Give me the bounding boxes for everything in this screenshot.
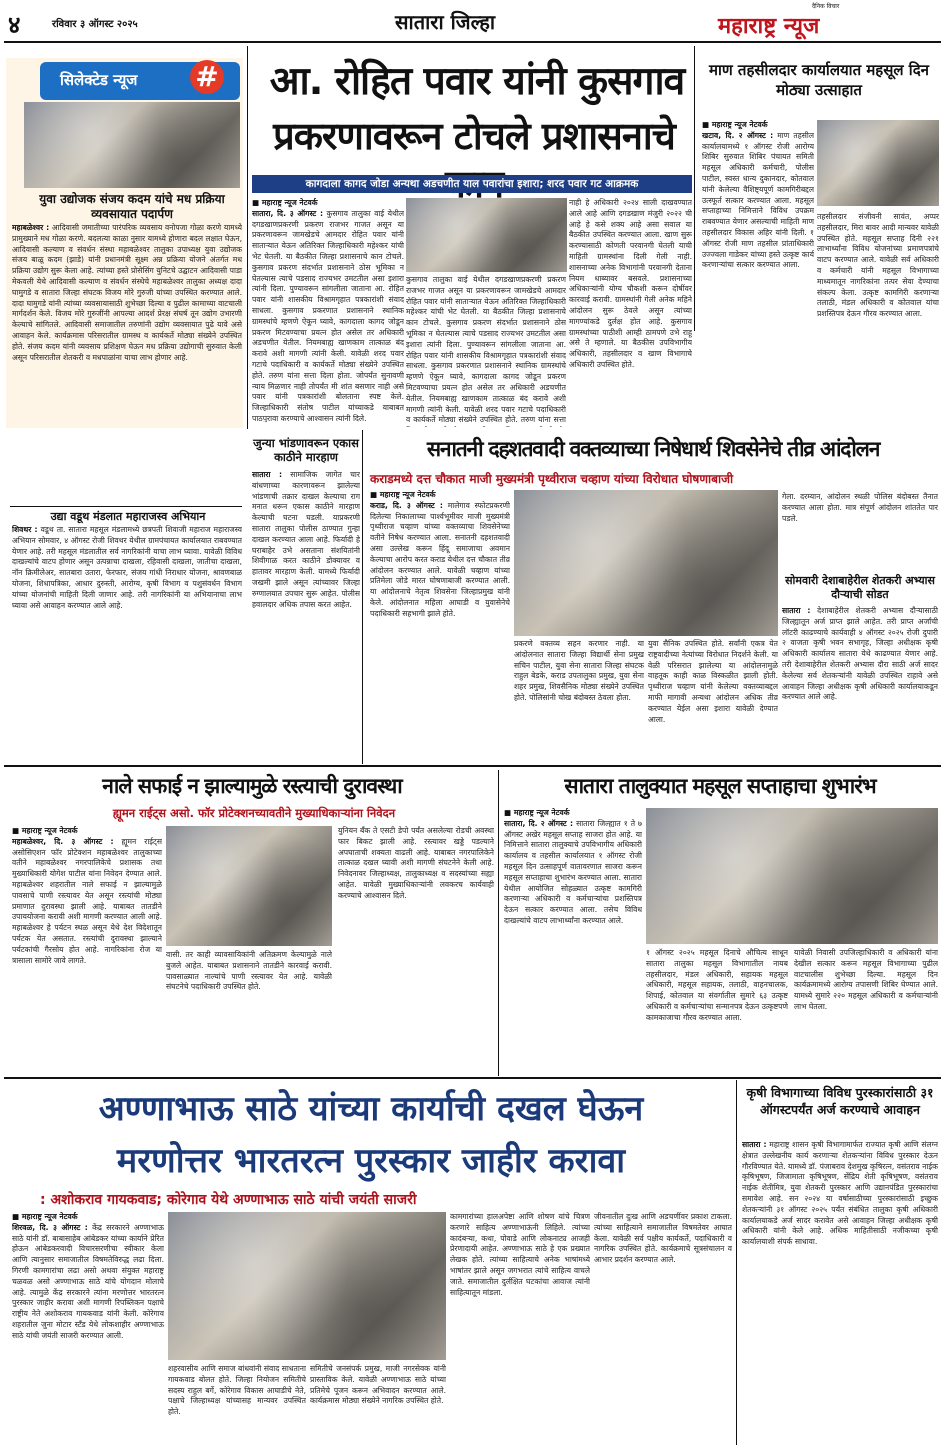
- lead-photo: [406, 198, 567, 272]
- mahsul-body-2: १ ऑगस्ट २०२५ महसूल दिनाचे औचित्य साधून सातारा तालुका महसूल विभागातील नायब तहसीलदार, मंडल अधिकारी, सहायक महसूल अधिकारी, महसूल सहायक, तलाठी, वाहनचालक, शिपाई, कोतवाल या संवर्गातील सुमारे ६३ उत्कृष्ट अधिकारी व कर्मचाऱ्यांचा सन्मानपत्र देऊन उत्कृष्टपणे कामकाजाचा गौरव करण्यात आला.: [646, 948, 788, 1022]
- annabhau-subhead: : अशोकराव गायकवाड; कोरेगाव येथे अण्णाभाऊ साठे यांची जयंती साजरी: [40, 1192, 417, 1208]
- hash-icon: #: [190, 60, 224, 94]
- section-rule: [4, 1077, 941, 1079]
- rule: [10, 506, 242, 507]
- nale-title: नाले सफाई न झाल्यामुळे रस्त्याची दुरावस्था: [102, 774, 402, 798]
- lead-subhead: कागदाला कागद जोडा अन्यथा अडचणीत याल पवारांचा इशारा; शरद पवार गट आक्रमक: [252, 175, 692, 193]
- selected-body-2: शिवथर : वडूथ ता. सातारा महसूल मंडलामध्ये छत्रपती शिवाजी महाराज महाराजस्व अभियान सोमवार, ४ ऑगस्ट रोजी शिवथर येथील ग्रामपंचायत कार्यालयात राबवण्यात येणार आहे. तरी महसूल मंडलातील सर्व नागरिकांनी याचा लाभ घ्यावा. यावेळी विविध दाखल्यांचे वाटप होणार असून उत्पन्नाचा दाखला, रहिवासी दाखला, जातीचा दाखला, नॉन क्रिमीलेअर, सातबारा उतारा, फेरफार, संजय गांधी निराधार योजना, श्रावणबाळ योजना, शिधापत्रिका, आधार दुरुस्ती, आरोग्य, कृषी विभाग व पशुसंवर्धन विभाग यांच्या योजनांची माहिती दिली जाणार आहे. तरी नागरिकांनी या अभियानाचा लाभ घ्यावा असे आवाहन करण्यात आले आहे.: [12, 525, 242, 610]
- section-rule: [4, 765, 941, 767]
- tahsil-body: ■ महाराष्ट्र न्यूज नेटवर्क खटाव, दि. २ ऑगस्ट : माण तहसील कार्यालयामध्ये १ ऑगस्ट रोजी आरोग्य शिबिर सुरुवात शिबिर पंचायत समिती महसूल अधिकारी कर्मचारी, पोलीस पाटील, स्वस्त धान्य दुकानदार, कोतवाल यांनी केलेल्या वैशिष्ट्यपूर्ण कामगिरीबद्दल उत्स्फूर्त सत्कार करण्यात आला. महसूल सप्ताहाच्या निमित्ताने विविध उपक्रम राबवण्यात येणार असल्याची माहिती माण तहसीलदार विकास अहिर यांनी दिली. १ ऑगस्ट रोजी माण तहसील प्रांताधिकारी उज्ज्वला गाडेकर यांच्या हस्ते उत्कृष्ट कार्य करणाऱ्यांचा सत्कार करण्यात आला.: [702, 120, 814, 270]
- col-rule: [498, 770, 499, 1076]
- somvari-title: सोमवारी देशाबाहेरील शेतकरी अभ्यास दौऱ्याची सोडत: [785, 574, 935, 601]
- nale-body: ■ महाराष्ट्र न्यूज नेटवर्क महाबळेश्वर, दि. ३ ऑगस्ट : ह्यूमन राईट्स असोसिएशन फॉर प्रोटेक्शन महाबळेश्वर तालुकाच्या वतीने महाबळेश्वर नगरपालिकेचे प्रशासक तथा मुख्याधिकारी योगेश पाटील यांना निवेदन देण्यात आले. महाबळेश्वर शहरातील नाले सफाई न झाल्यामुळे पावसाचे पाणी रस्त्यावर येत असून रस्त्यांची मोठ्या प्रमाणात दुरावस्था झाली आहे. याबाबत तातडीने उपाययोजना करावी अशी मागणी करण्यात आली आहे. महाबळेश्वर हे पर्यटन स्थळ असून येथे देश विदेशातून पर्यटक येत असतात. रस्त्यांची दुरावस्था झाल्याने पर्यटकांची गैरसोय होत आहे. नागरिकांना रोज या त्रासाला सामोरे जावे लागते.: [12, 826, 162, 965]
- annabhau-title-line2: मरणोत्तर भारतरत्न पुरस्कार जाहीर करावा: [116, 1141, 626, 1181]
- selected-title: युवा उद्योजक संजय कदम यांचे मध प्रक्रिया व्यवसायात पदार्पण: [39, 192, 225, 221]
- mahsul-body-3: यावेळी निवासी उपजिल्हाधिकारी व अधिकारी यांना देखील सत्कार करून महसूल विभागाच्या पुढील वाटचालीस शुभेच्छा दिल्या. महसूल दिन कार्यक्रमामध्ये आरोग्य तपासणी शिबिर घेण्यात आले. यामध्ये सुमारे २२० महसूल अधिकारी व कर्मचाऱ्यांनी लाभ घेतला.: [794, 948, 938, 1011]
- tahsil-title: माण तहसीलदार कार्यालयात महसूल दिन मोठ्या उत्साहात: [708, 61, 929, 99]
- shivsena-subhead: कराडमध्ये दत्त चौकात माजी मुख्यमंत्री पृथ्वीराज चव्हाण यांच्या विरोधात घोषणाबाजी: [370, 472, 734, 486]
- shivsena-title: सनातनी दहशतवादी वक्तव्याच्या निषेधार्थ शिवसेनेचे तीव्र आंदोलन: [426, 437, 880, 461]
- paper-tag: दैनिक विचार: [812, 3, 840, 10]
- annabhau-title-line1: अण्णाभाऊ साठे यांच्या कार्याची दखल घेऊन: [98, 1089, 644, 1129]
- lead-title-line2: प्रकरणावरून टोचले प्रशासनाचे: [273, 114, 675, 158]
- nale-subhead: ह्यूमन राईट्स असो. फॉर प्रोटेक्शनच्यावतीने मुख्याधिकाऱ्यांना निवेदन: [112, 806, 396, 820]
- col-rule: [247, 46, 248, 429]
- krushi-title: कृषी विभागाच्या विविध पुरस्कारांसाठी ३१ ऑगस्टपर्यंत अर्ज करण्याचे आवाहन: [746, 1085, 934, 1117]
- selected-banner-label: सिलेक्टेड न्यूज: [60, 71, 138, 89]
- lead-body: ■ महाराष्ट्र न्यूज नेटवर्क सातारा, दि. ३ ऑगस्ट : कुसगाव तालुका वाई येथील दगडखाणप्रकरणी प्रकरण राजभर गाजत असून या प्रकरणावरून जामखेडचे आमदार रोहित पवार यांनी साताऱ्यात येऊन अतिरिक्त जिल्हाधिकारी महेश्कर यांची भेट घेतली. या बैठकीत जिल्हा प्रशासनाचे कान टोचले. कुसगाव प्रकरण संदर्भात प्रशासनाने ठोस भूमिका न घेतल्यास त्याचे पडसाद राज्यभर उमटतील असा इशारा त्यांनी दिला. पुण्यावरून सांगलीला जाताना आ. रोहित पवार यांनी शासकीय विश्रामगृहात पत्रकारांशी संवाद साधला. कुसगाव प्रकरणात प्रशासनाने स्थानिक ग्रामस्थांचे म्हणणे ऐकून घ्यावे, कागदाला कागद जोडून प्रकरण मिटवण्याचा प्रयत्न होत असेल तर अधिकारी अडचणीत येतील. नियमबाह्य खाणकाम तात्काळ बंद करावे अशी मागणी त्यांनी केली. यावेळी शरद पवार गटाचे पदाधिकारी व कार्यकर्ते मोठ्या संख्येने उपस्थित होते. तरुण यांना सत्ता दिला होता. जोपर्यंत सुनावणी न्याय मिळणार नाही तोपर्यंत मी शांत बसणार नाही असे पवार यांनी पत्रकारांशी बोलताना स्पष्ट केले. जिल्हाधिकारी संतोष पाटील यांच्याकडे याबाबत पाठपुरावा करण्याचे आश्वासन त्यांनी दिले.: [252, 198, 404, 422]
- header-rule: [4, 41, 941, 43]
- nale-body-2: वासी. तर काही व्यावसायिकांनी अतिक्रमण केल्यामुळे नाले बुजले आहेत. याबाबत प्रशासनाने तातडीने कारवाई करावी. पावसाळ्यात नाल्यांचे पाणी रस्त्यावर येत आहे. यावेळी संघटनेचे पदाधिकारी उपस्थित होते.: [166, 950, 332, 992]
- shivsena-photo: [514, 490, 778, 636]
- mahsul-body: ■ महाराष्ट्र न्यूज नेटवर्क सातारा, दि. २ ऑगस्ट : सातारा जिल्ह्यात १ ते ७ ऑगस्ट अखेर महसूल सप्ताह साजरा होत आहे. या निमित्ताने सातारा तालुक्याचे उपविभागीय अधिकारी कार्यालय व तहसील कार्यालयात १ ऑगस्ट रोजी महसूल दिन उत्साहपूर्ण वातावरणात साजरा करून महसूल सप्ताहाचा शुभारंभ करण्यात आला. सातारा येथील आयोजित सोहळ्यात उत्कृष्ट कामगिरी करणाऱ्या अधिकारी व कर्मचाऱ्यांचा प्रशस्तिपत्र देऊन सत्कार करण्यात आला. तसेच विविध दाखल्यांचे वाटप लाभार्थ्यांना करण्यात आले.: [504, 808, 642, 925]
- col-rule: [736, 1080, 737, 1445]
- selected-photo: [24, 102, 240, 188]
- section-title: सातारा जिल्हा: [395, 10, 496, 34]
- lead-body-cont: कुसगाव तालुका वाई येथील दगडखाणप्रकरणी प्रकरण राजभर गाजत असून या प्रकरणावरून जामखेडचे आमदार रोहित पवार यांनी साताऱ्यात येऊन अतिरिक्त जिल्हाधिकारी महेश्कर यांची भेट घेतली. या बैठकीत जिल्हा प्रशासनाचे कान टोचले. कुसगाव प्रकरण संदर्भात प्रशासनाने ठोस भूमिका न घेतल्यास त्याचे पडसाद राज्यभर उमटतील असा इशारा त्यांनी दिला. पुण्यावरून सांगलीला जाताना आ. रोहित पवार यांनी शासकीय विश्रामगृहात पत्रकारांशी संवाद साधला. कुसगाव प्रकरणात प्रशासनाने स्थानिक ग्रामस्थांचे म्हणणे ऐकून घ्यावे, कागदाला कागद जोडून प्रकरण मिटवण्याचा प्रयत्न होत असेल तर अधिकारी अडचणीत येतील. नियमबाह्य खाणकाम तात्काळ बंद करावे अशी मागणी त्यांनी केली. यावेळी शरद पवार गटाचे पदाधिकारी व कार्यकर्ते मोठ्या संख्येने उपस्थित होते. तरुण यांना सत्ता: [406, 275, 566, 425]
- tahsil-photo: [817, 120, 939, 206]
- shivsena-body-2: प्रकरणे वक्तव्य सहन करणार नाही. या आंदोलनात सातारा जिल्हा विद्यार्थी सेना प्रमुख सचिन पाटील, युवा सेना सातारा जिल्हा संघटक राहुल बेडके, कराड उपतालुका प्रमुख, युवा सेना शहर प्रमुख, शिवसैनिक मोठ्या संख्येने उपस्थित होते. पोलिसांनी चोख बंदोबस्त ठेवला होता.: [514, 639, 644, 702]
- annabhau-body-3: समितीचे जनसंपर्क प्रमुख, माजी नगरसेवक यांनी प्रास्ताविक केले. यावेळी अण्णाभाऊ साठे यांच्या प्रतिमेचे पूजन करून अभिवादन करण्यात आले. कार्यक्रमास मोठ्या संख्येने नागरिक उपस्थित होते.: [310, 1364, 446, 1406]
- annabhau-body: ■ महाराष्ट्र न्यूज नेटवर्क शिरवळ, दि. ३ ऑगस्ट : केंद्र सरकारने अण्णाभाऊ साठे यांनी डॉ. बाबासाहेब आंबेडकर यांच्या कार्याने प्रेरित होऊन आंबेडकरवादी विचारसरणीचा स्वीकार केला आणि त्यानुसार समाजातील विषमतेविरुद्ध लढा दिला. गिरणी कामगारांचा लढा असो अथवा संयुक्त महाराष्ट्र चळवळ असो अण्णाभाऊ साठे यांचे योगदान मोलाचे आहे. त्यामुळे केंद्र सरकारने त्यांना मरणोत्तर भारतरत्न पुरस्कार जाहीर करावा अशी मागणी रिपब्लिकन पक्षाचे राष्ट्रीय नेते अशोकराव गायकवाड यांनी केली. कोरेगाव शहरातील जुना मोटार स्टँड येथे लोकशाहीर अण्णाभाऊ साठे यांची जयंती साजरी करण्यात आली.: [12, 1212, 164, 1340]
- selected-title-2: उद्या वडूथ मंडलात महाराजस्व अभियान: [50, 510, 206, 523]
- mahsul-title: सातारा तालुक्यात महसूल सप्ताहाचा शुभारंभ: [564, 774, 876, 798]
- somvari-body: सातारा : देशाबाहेरील शेतकरी अभ्यास दौऱ्यासाठी जिल्ह्यातून अर्ज प्राप्त झाले आहेत. तरी प्राप्त अर्जांची लॉटरी काढण्याचे कार्यवाही ४ ऑगस्ट २०२५ रोजी दुपारी २ वाजता कृषी भवन सभागृह, जिल्हा अधीक्षक कृषी अधिकारी कार्यालय सातारा येथे काढण्यात येणार आहे. तरी देशाबाहेरील शेतकरी अभ्यास दौरा साठी अर्ज सादर केलेल्या सर्व शेतकऱ्यांनी यावेळी उपस्थित राहावे असे आवाहन जिल्हा अधीक्षक कृषी अधिकारी कार्यालयाकडून करण्यात आले आहे.: [782, 606, 938, 702]
- issue-date: रविवार ३ ऑगस्ट २०२५: [52, 19, 138, 30]
- annabhau-body-2: शहरवासीय आणि समाज बांधवांनी संवाद साधताना गायकवाड बोलत होते. जिल्हा नियोजन समितीचे सदस्य राहुल बर्गे, कोरेगाव विकास आघाडीचे नेते, पक्षाचे जिल्हाध्यक्ष यांच्यासह मान्यवर उपस्थित होते.: [168, 1364, 306, 1417]
- shivsena-body: ■ महाराष्ट्र न्यूज नेटवर्क कराड, दि. ३ ऑगस्ट : मालेगाव स्फोटप्रकरणी दिलेल्या निकालाच्या पार्श्वभूमीवर माजी मुख्यमंत्री पृथ्वीराज चव्हाण यांच्या वक्तव्याचा शिवसेनेच्या वतीने निषेध करण्यात आला. सनातनी दहशतवादी असा उल्लेख करून हिंदू समाजाचा अवमान केल्याचा आरोप करत कराड येथील दत्त चौकात तीव्र आंदोलन करण्यात आले. यावेळी चव्हाण यांच्या प्रतिमेला जोडे मारत घोषणाबाजी करण्यात आली. या आंदोलनाचे नेतृत्व शिवसेना जिल्हाप्रमुख यांनी केले. आंदोलनात महिला आघाडी व युवासेनेचे पदाधिकारी सहभागी झाले होते.: [370, 490, 510, 618]
- page-number: ४: [8, 11, 21, 39]
- selected-body: महाबळेश्वर : आदिवासी जमातीच्या पारंपरिक व्यवसाय वनोपजा गोळा करणे यामध्ये प्रामुख्याने मध गोळा करणे. बदलत्या काळा नुसार यामध्ये होणारा बदल लक्षात घेऊन, आदिवासी कल्याण व संवर्धन संस्था महाबळेश्वर तालुका उपाध्यक्ष युवा उद्योजक संजय बाळू कदम (झाडे) यांनी प्रधानमंत्री सूक्ष्म अन्न प्रक्रिया योजने अंतर्गत मध प्रक्रिया उद्योग सुरू केला आहे. त्यांच्या हस्ते प्रोसेसिंग युनिटचे उद्घाटन आदिवासी पाडा मेकवली येथे आदिवासी कल्याण व संवर्धन संस्थेचे महाबळेश्वर तालुका अध्यक्ष दादा घामुगडे व सातारा जिल्हा संघटक विजय मोरे गुरुजी यांच्या उपस्थित करण्यात आले. दादा घामुगडे यांनी त्यांच्या व्यवसायासाठी शुभेच्छा दिल्या व पुढील कामाच्या वाटचाली मार्गदर्शन केले. विजय मोरे गुरुजींनी आपल्या आदर्श प्रेरक्ष संघर्ष तून उद्योग उभारणी केल्याचे सांगितले. आदिवासी समाजातील तरुणांनी उद्योग व्यवसायात पुढे यावे असे आवाहन केले. कार्यक्रमास परिसरातील ग्रामस्थ व कार्यकर्ते मोठ्या संख्येने उपस्थित होते. संजय कदम यांनी व्यवसाय प्रशिक्षण घेऊन मध प्रक्रिया उद्योगाची सुरुवात केली असून परिसरातील शेतकरी व मधपाळांना याचा लाभ होणार आहे.: [12, 223, 242, 362]
- annabhau-body-5: जीवनातील दुःख आणि अडचणींवर प्रकाश टाकला. त्यांच्या साहित्याने समाजातील विषमतेवर आघात केला. यावेळी सर्व पक्षीय कार्यकर्ते, पदाधिकारी व नागरिक उपस्थित होते. कार्यक्रमाचे सूत्रसंचालन व आभार प्रदर्शन करण्यात आले.: [594, 1212, 732, 1265]
- col-rule: [362, 430, 363, 764]
- shivsena-body-3: युवा सैनिक उपस्थित होते. सर्वांनी एकत्र येत राष्ट्रवादीच्या नेत्यांच्या विरोधात निदर्शने केली. या वेळी परिसरात झालेल्या या आंदोलनामुळे वाहतूक काही काळ विस्कळीत झाली होती. पृथ्वीराज चव्हाण यांनी केलेल्या वक्तव्याबद्दल माफी मागावी अन्यथा आंदोलन अधिक तीव्र करण्यात येईल असा इशारा यावेळी देण्यात आला.: [648, 639, 778, 724]
- nale-photo: [166, 826, 332, 946]
- shivsena-body-4: गेला. दरम्यान, आंदोलन स्थळी पोलिस बंदोबस्त तैनात करण्यात आला होता. मात्र संपूर्ण आंदोलन शांततेत पार पडले.: [782, 492, 938, 523]
- nale-body-3: युनियन बँक ते एसटी डेपो पर्यंत असलेल्या रोडची अवस्था फार बिकट झाली आहे. रस्त्यावर खड्डे पडल्याने अपघाताची शक्यता वाढली आहे. याबाबत नगरपालिकेने तात्काळ दखल घ्यावी अशी मागणी संघटनेने केली आहे. निवेदनावर जिल्हाध्यक्ष, तालुकाध्यक्ष व सदस्यांच्या सह्या आहेत. यावेळी मुख्याधिकाऱ्यांनी लवकरच कार्यवाही करण्याचे आश्वासन दिले.: [338, 826, 494, 900]
- mahsul-photo: [646, 808, 938, 944]
- paper-name: महाराष्ट्र न्यूज: [718, 14, 820, 39]
- lead-body-2: नाही हे अधिकारी २०२४ साली दाखवण्यात आले आहे आणि दगडखाण मंजुरी २०२२ ची आहे हे कसे शक्य आहे असा सवाल या बैठकीत उपस्थित करण्यात आला. खाण सुरू करण्यासाठी कोणती परवानगी घेतली याची माहिती ग्रामस्थांना दिली गेली नाही. शासनाच्या अनेक विभागांनी परवानगी देताना नियम धाब्यावर बसवले. प्रशासनाच्या अधिकाऱ्यांनी योग्य चौकशी करून दोषींवर कारवाई करावी. ग्रामस्थांनी गेली अनेक महिने आंदोलन सुरू ठेवले असून त्यांच्या मागण्यांकडे दुर्लक्ष होत आहे. कुसगाव ग्रामस्थांच्या पाठीशी आम्ही ठामपणे उभे राहू असे ते म्हणाले. या बैठकीस उपविभागीय अधिकारी, तहसीलदार व खाण विभागाचे अधिकारी उपस्थित होते.: [569, 198, 692, 369]
- tahsil-body-2: तहसीलदार संजीवनी सावंत, अप्पर तहसीलदार, मिरा बावर आदी मान्यवर यावेळी उपस्थित होते. महसूल सप्ताह दिनी २२१ लाभार्थ्यांना विविध योजनांच्या प्रमाणपत्रांचे वाटप करण्यात आले. यावेळी सर्व अधिकारी व कर्मचारी यांनी महसूल विभागाच्या माध्यमातून नागरिकांना तत्पर सेवा देण्याचा संकल्प केला. उत्कृष्ट कामगिरी करणाऱ्या तलाठी, मंडल अधिकारी व कोतवाल यांचा प्रशस्तिपत्र देऊन गौरव करण्यात आला.: [817, 212, 939, 319]
- annabhau-body-4: कामगारांच्या हालअपेष्टा आणि शोषण यांचे चित्रण करणारे साहित्य अण्णाभाऊंनी लिहिले. त्यांच्या कादंबऱ्या, कथा, पोवाडे आणि लोकनाट्य आजही प्रेरणादायी आहेत. अण्णाभाऊ साठे हे एक प्रख्यात लेखक होते. त्यांच्या साहित्याचे अनेक भाषांमध्ये भाषांतर झाले असून जगभरात त्यांचे साहित्य वाचले जाते. समाजातील दुर्लक्षित घटकांचा आवाज त्यांनी साहित्यातून मांडला.: [450, 1212, 590, 1297]
- col-rule: [694, 46, 695, 331]
- krushi-body: सातारा : महाराष्ट्र शासन कृषी विभागामार्फत राज्यात कृषी आणि संलग्न क्षेत्रात उल्लेखनीय कार्य करणाऱ्या शेतकऱ्यांना विविध पुरस्कार देऊन गौरविण्यात येते. यामध्ये डॉ. पंजाबराव देशमुख कृषिरत्न, वसंतराव नाईक कृषिभूषण, जिजामाता कृषिभूषण, सेंद्रिय शेती कृषिभूषण, वसंतराव नाईक शेतीमित्र, युवा शेतकरी पुरस्कार आणि उद्यानपंडित पुरस्कारांचा समावेश आहे. सन २०२४ या वर्षासाठीच्या पुरस्कारांसाठी इच्छुक शेतकऱ्यांनी ३१ ऑगस्ट २०२५ पर्यंत संबंधित तालुका कृषी अधिकारी कार्यालयाकडे अर्ज सादर करावेत असे आवाहन जिल्हा अधीक्षक कृषी अधिकारी यांनी केले आहे. अधिक माहितीसाठी नजीकच्या कृषी कार्यालयाशी संपर्क साधावा.: [742, 1140, 938, 1247]
- lead-title-line1: आ. रोहित पवार यांनी कुसगाव: [269, 59, 685, 104]
- annabhau-photo: [168, 1212, 446, 1360]
- bhandan-title: जुन्या भांडणावरून एकास काठीने मारहाण: [253, 436, 359, 464]
- bhandan-body: सातारा : सामाजिक जागेत चार बांधणाच्या कारणावरून झालेल्या भांडणाची तक्रार दाखल केल्याचा राग मनात धरून एकास काठीने मारहाण केल्याची घटना घडली. याप्रकरणी सातारा तालुका पोलीस ठाण्यात गुन्हा दाखल करण्यात आला आहे. फिर्यादी हे घराबाहेर उभे असताना संशयितांनी शिवीगाळ करत काठीने डोक्यावर व हातावर मारहाण केली. यामध्ये फिर्यादी जखमी झाले असून त्यांच्यावर जिल्हा रुग्णालयात उपचार सुरू आहेत. पोलीस हवालदार अधिक तपास करत आहेत.: [252, 470, 360, 609]
